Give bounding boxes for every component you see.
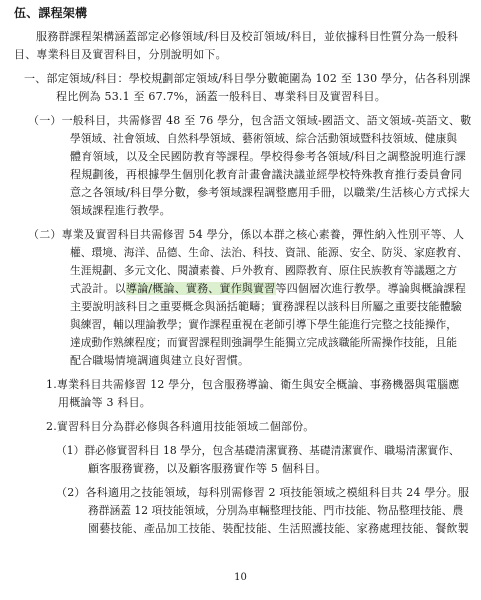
pra-two-one-line-1: （1）群必修實習科目 18 學分，包含基礎清潔實務、基礎清潔實作、職場清潔實作、 [56,444,460,457]
section-title: 伍、課程架構 [14,6,88,20]
item-one-line-2: 程比例為 53.1 至 67.7%，涵蓋一般科目、專業科目及實習科目。 [56,90,386,103]
sub-one-line-4: 程規劃後，再根據學生個別化教育計畫會議決議並經學校特殊教育推行委員會同 [70,168,462,181]
sub-one-line-3: 體育領域，以及全民國防教育等課程。學校得參考各領域/科目之調整說明進行課 [70,150,466,163]
pra-two-line: 2.實習科目分為群必修與各科適用技能領域二個部份。 [46,420,315,433]
item-one-line-1: 一、部定領域/科目：學校規劃部定領域/科目學分數範圍為 102 至 130 學分，佔各科別課 [24,72,471,85]
pro-one-line-2: 用概論等 3 科目。 [58,396,151,409]
sub-two-line-1: （二）專業及實習科目共需修習 54 學分，係以本群之核心素養，彈性納入性別平等、人 [28,228,465,241]
sub-two-line-4-before: 式設計。以 [70,282,126,295]
sub-two-line-3: 生涯規劃、多元文化、閱讀素養、戶外教育、國際教育、原住民族教育等議題之方 [70,264,458,277]
pra-two-one-line-2: 顧客服務實務，以及顧客服務實作等 5 個科目。 [88,462,327,475]
sub-one-line-6: 領域課程進行教學。 [70,204,171,217]
sub-two-line-4 [70,282,466,296]
sub-two-line-6: 與練習，輔以理論教學；實作課程重視在老師引導下學生能進行完整之技能操作， [70,318,458,331]
sub-two-line-7: 達成動作熟練程度；而實習課程則強調學生能獨立完成該職能所需操作技能，且能 [70,336,458,349]
sub-two-line-4-after: 等四個層次進行教學。導論與概論課程 [275,282,466,295]
sub-one-line-1: （一）一般科目，共需修習 48 至 76 學分，包含語文領域-國語文、語文領域-英語文、數 [28,114,472,127]
sub-two-line-2: 權、環境、海洋、品德、生命、法治、科技、資訊、能源、安全、防災、家庭教育、 [70,246,468,259]
intro-line-1: 服務群課程架構涵蓋部定必修領域/科目及校訂領域/科目，並依據科目性質分為一般科 [36,30,459,43]
intro-line-2: 目、專業科目及實習科目，分別說明如下。 [14,48,227,61]
highlighted-text: 導論/概論、實務、實作與實習 [126,282,276,295]
pra-two-two-line-3: 園藝技能、產品加工技能、裝配技能、生活照護技能、家務處理技能、餐飲製 [88,522,469,535]
sub-one-line-5: 意之各領域/科目學分數，參考領域課程調整應用手冊，以職業/生活核心方式採大 [70,186,470,199]
sub-two-line-8: 配合職場情境調適與建立良好習慣。 [70,354,250,367]
pra-two-two-line-1: （2）各科適用之技能領域，每科別需修習 2 項技能領域之模組科目共 24 學分。服 [56,486,470,499]
pra-two-two-line-2: 務群涵蓋 12 項技能領域，分別為車輛整理技能、門市技能、物品整理技能、農 [88,504,464,517]
pro-one-line-1: 1.專業科目共需修習 12 學分，包含服務導論、衛生與安全概論、事務機器與電腦應 [46,378,460,391]
sub-two-line-5: 主要說明該科目之重要概念與涵括範疇；實務課程以該科目所屬之重要技能體驗 [70,300,462,313]
page-number: 10 [234,572,247,583]
sub-one-line-2: 學領域、社會領域、自然科學領域、藝術領域、綜合活動領域暨科技領域、健康與 [70,132,458,145]
